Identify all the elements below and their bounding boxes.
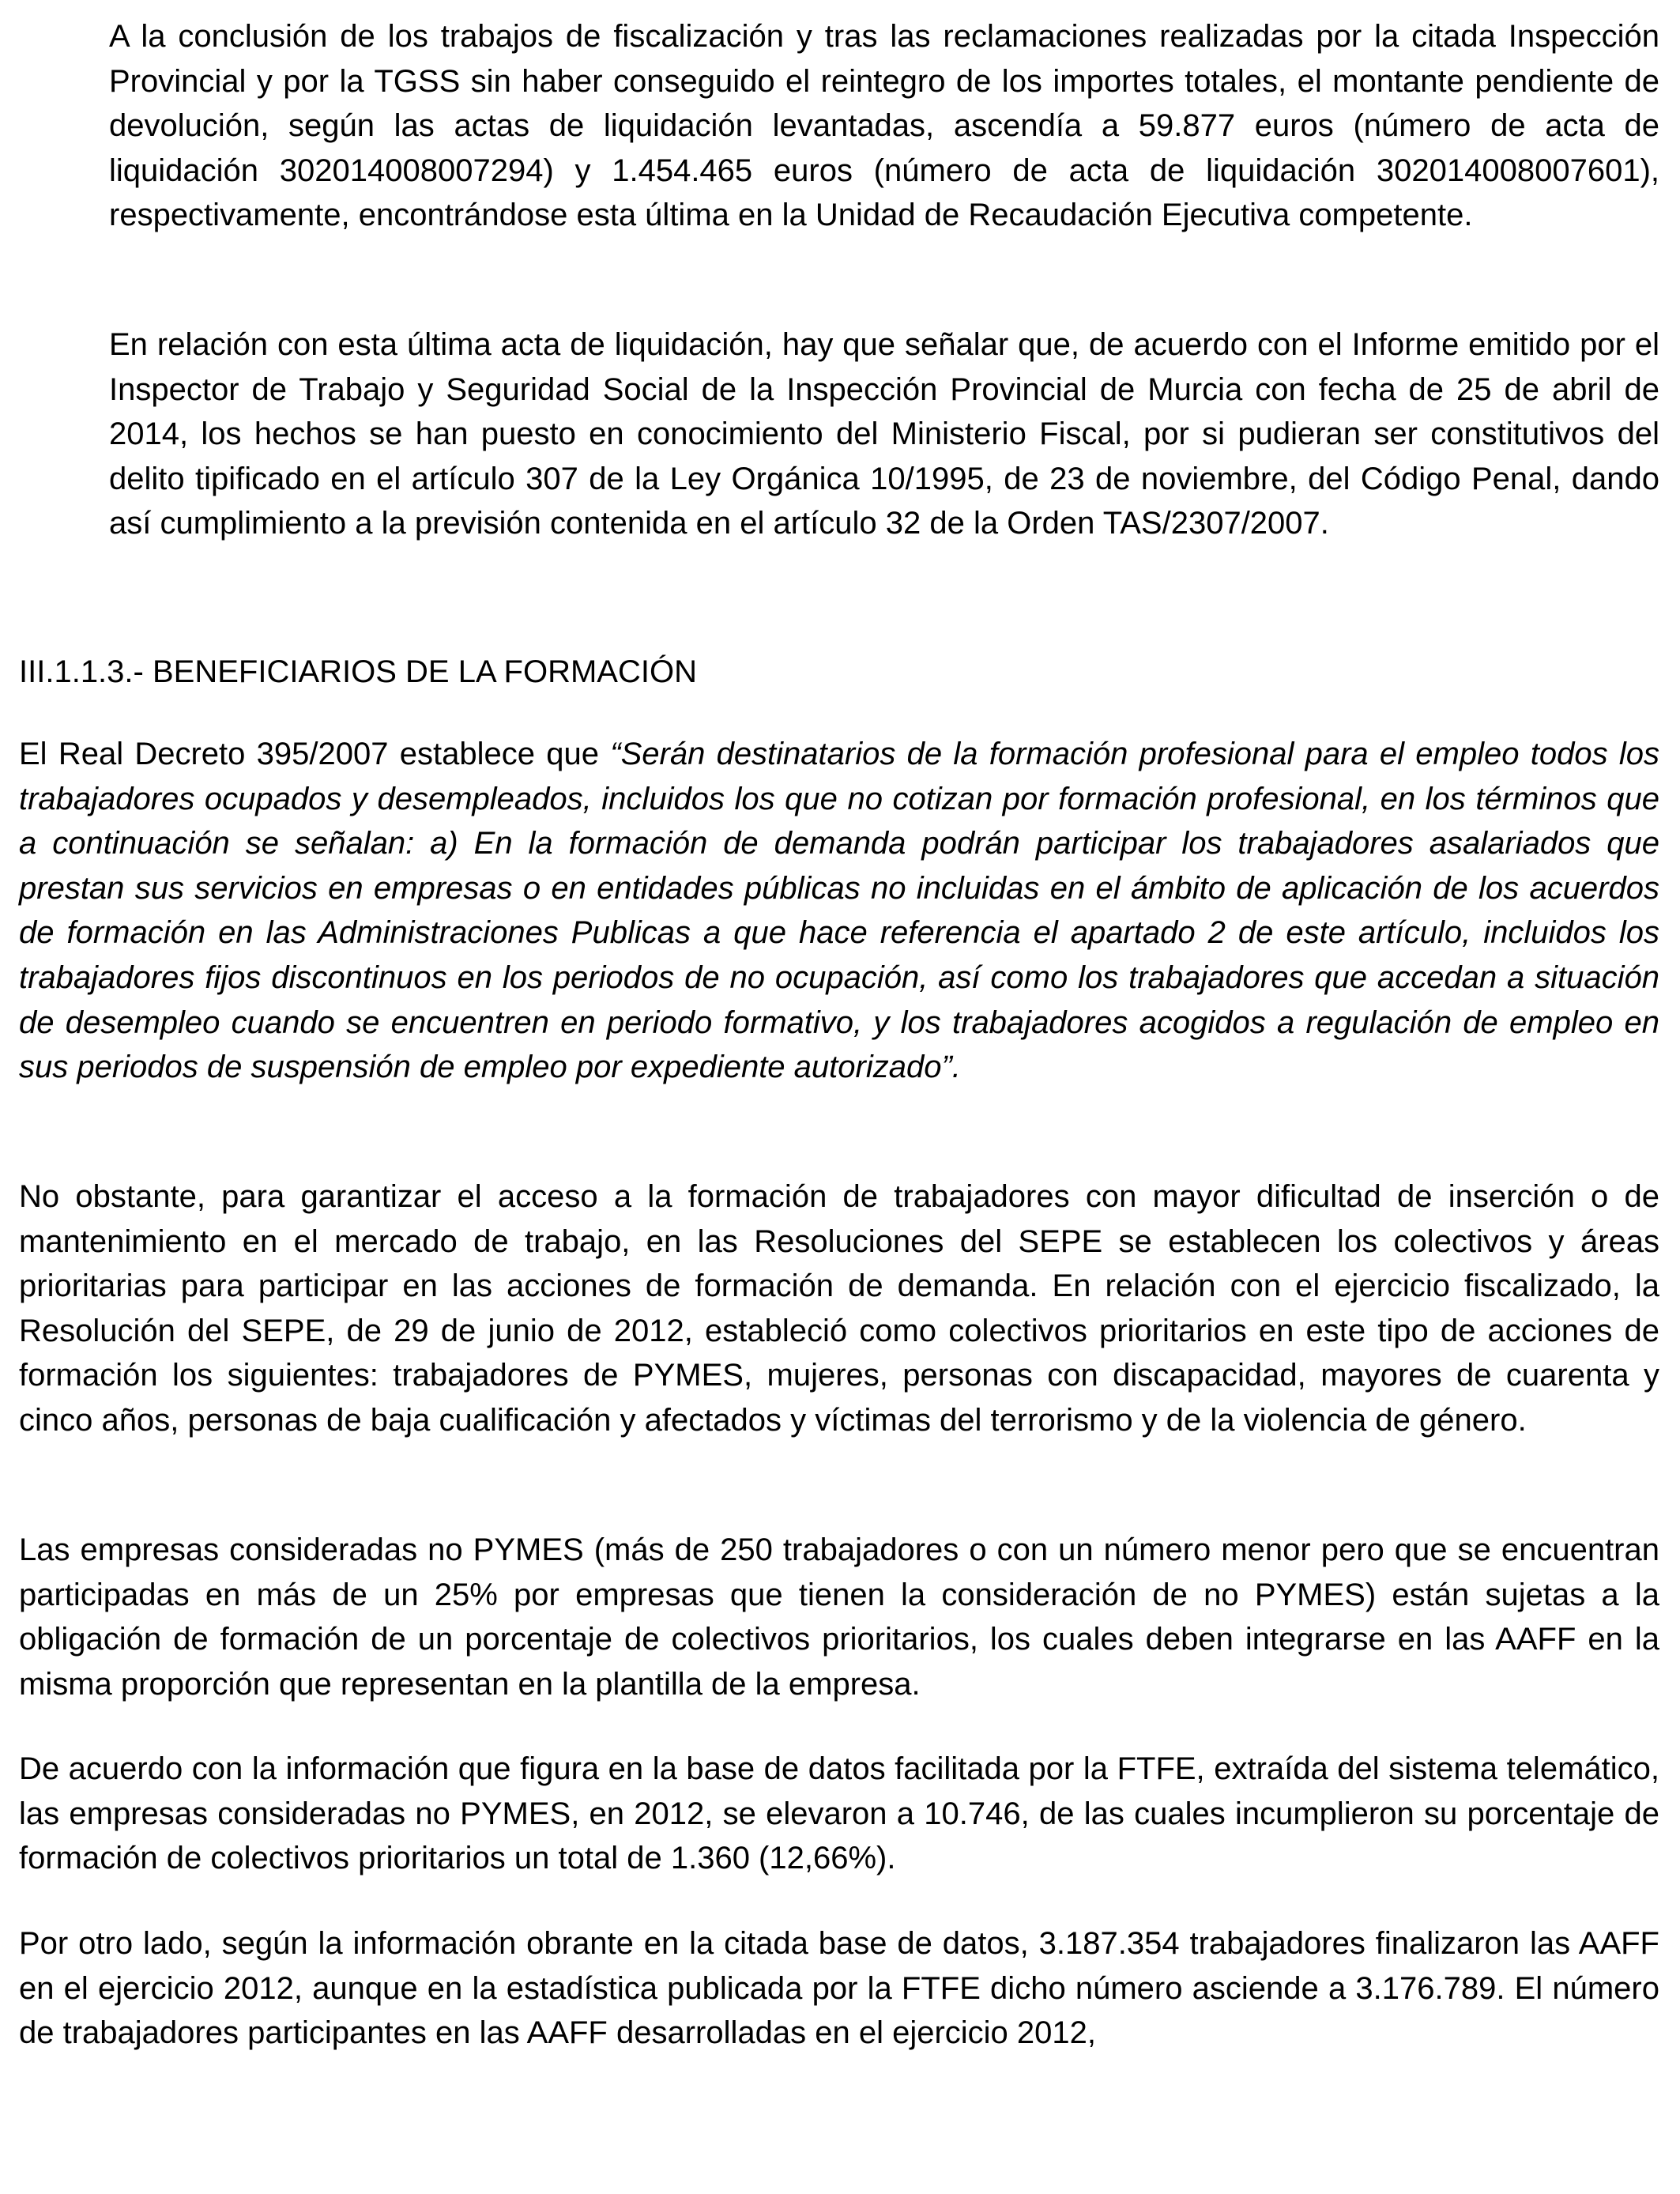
paragraph-colectivos-prioritarios: No obstante, para garantizar el acceso a la formación de trabajadores con mayor dificultad de inserción o de mantenimiento en el mercado de trabajo, en las Resoluciones del SEPE se establecen los colectivos y áreas prioritarias para participar en las acciones de formación de demanda. En relación con el ejercicio fiscalizado, la Resolución del SEPE, de 29 de junio de 2012, estableció como colectivos prioritarios en este tipo de acciones de formación los siguientes: trabajadores de PYMES, mujeres, personas con discapacidad, mayores de cuarenta y cinco años, personas de baja cualificación y afectados y víctimas del terrorismo y de la violencia de género. [19, 1179, 1659, 1438]
section-heading: III.1.1.3.- BENEFICIARIOS DE LA FORMACIÓN [19, 654, 697, 689]
paragraph-real-decreto [19, 732, 1659, 1090]
paragraph-liquidation-amounts: A la conclusión de los trabajos de fiscalización y tras las reclamaciones realizadas por la citada Inspección Provincial y por la TGSS sin haber conseguido el reintegro de los importes totales, el montante pendiente de devolución, según las actas de liquidación levantadas, ascendía a 59.877 euros (número de acta de liquidación 302014008007294) y 1.454.465 euros (número de acta de liquidación 302014008007601), respectivamente, encontrándose esta última en la Unidad de Recaudación Ejecutiva competente. [109, 19, 1659, 233]
paragraph-no-pymes: Las empresas consideradas no PYMES (más de 250 trabajadores o con un número menor pero que se encuentran participadas en más de un 25% por empresas que tienen la consideración de no PYMES) están sujetas a la obligación de formación de un porcentaje de colectivos prioritarios, los cuales deben integrarse en las AAFF en la misma proporción que representan en la plantilla de la empresa. [19, 1532, 1659, 1702]
real-decreto-intro: El Real Decreto 395/2007 establece que [19, 737, 611, 771]
paragraph-base-de-datos: De acuerdo con la información que figura en la base de datos facilitada por la FTFE, extraída del sistema telemático, las empresas consideradas no PYMES, en 2012, se elevaron a 10.746, de las cuales incumplieron su porcentaje de formación de colectivos prioritarios un total de 1.360 (12,66%). [19, 1751, 1659, 1876]
paragraph-trabajadores-finalizaron: Por otro lado, según la información obrante en la citada base de datos, 3.187.354 trabajadores finalizaron las AAFF en el ejercicio 2012, aunque en la estadística publicada por la FTFE dicho número asciende a 3.176.789. El número de trabajadores participantes en las AAFF desarrolladas en el ejercicio 2012, [19, 1926, 1659, 2051]
paragraph-ministerio-fiscal: En relación con esta última acta de liquidación, hay que señalar que, de acuerdo con el Informe emitido por el Inspector de Trabajo y Seguridad Social de la Inspección Provincial de Murcia con fecha de 25 de abril de 2014, los hechos se han puesto en conocimiento del Ministerio Fiscal, por si pudieran ser constitutivos del delito tipificado en el artículo 307 de la Ley Orgánica 10/1995, de 23 de noviembre, del Código Penal, dando así cumplimiento a la previsión contenida en el artículo 32 de la Orden TAS/2307/2007. [109, 327, 1659, 541]
real-decreto-quote: “Serán destinatarios de la formación profesional para el empleo todos los trabajadores ocupados y desempleados, incluidos los que no cotizan por formación profesional, en los términos que a continuación se señalan: a) En la formación de demanda podrán participar los trabajadores asalariados que prestan sus servicios en empresas o en entidades públicas no incluidas en el ámbito de aplicación de los acuerdos de formación en las Administraciones Publicas a que hace referencia el apartado 2 de este artículo, incluidos los trabajadores fijos discontinuos en los periodos de no ocupación, así como los trabajadores que accedan a situación de desempleo cuando se encuentren en periodo formativo, y los trabajadores acogidos a regulación de empleo en sus periodos de suspensión de empleo por expediente autorizado”. [19, 737, 1659, 1085]
